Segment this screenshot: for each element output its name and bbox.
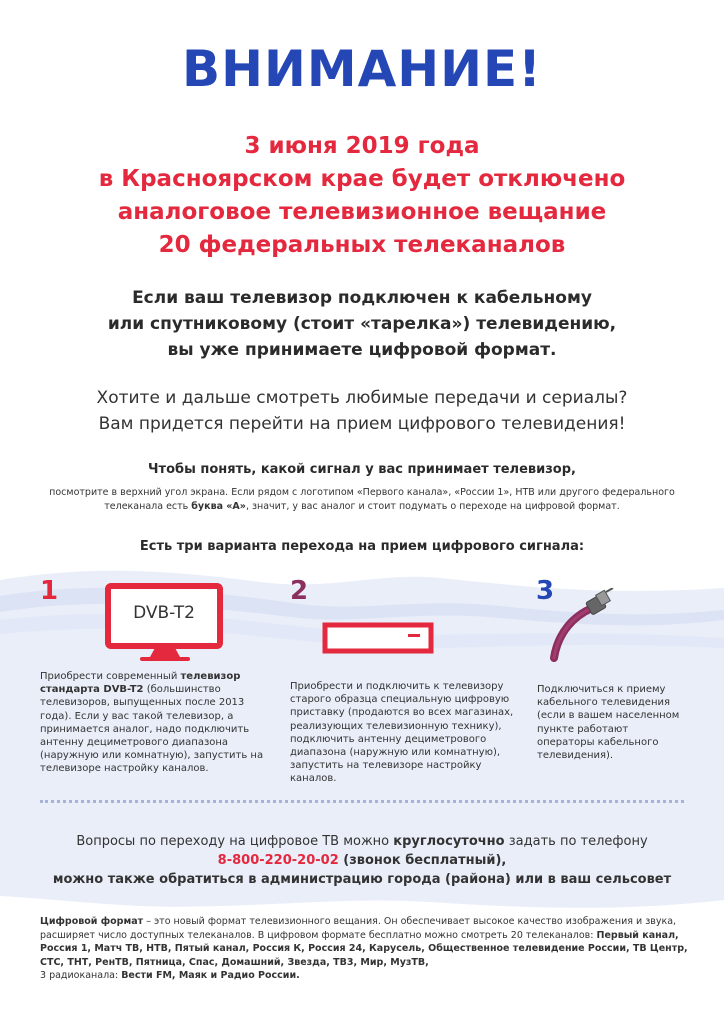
footer-definition: Цифровой формат – это новый формат телевизионного вещания. Он обеспечивает высокое качество изображения и звука, расширяет число доступных телеканалов. В цифровом формате бесплатно можно смотреть 20 телеканалов: Первый канал, Россия 1, Матч ТВ, НТВ, Пятый канал, Россия К, Россия 24, Карусель, Общественное телевидение России, ТВ Центр, СТС, ТНТ, РенТВ, Пятница, Спас, Домашний, Звезда, ТВ3, Мир, МузТВ, 3 радиоканала: Вести FM, Маяк и Радио России. [40, 916, 688, 981]
cable-icon [540, 588, 620, 664]
cable-note [0, 285, 724, 363]
tv-icon [104, 583, 226, 663]
contact-line: 8-800-220-20-02 (звонок бесплатный), [217, 853, 507, 868]
signal-check-text-part: , значит, у вас аналог и стоит подумать о переходе на цифровой формат. [245, 501, 620, 512]
option-3-text: Подключиться к приему кабельного телевидения (если в вашем населенном пункте работают операторы кабельного телевидения). [537, 684, 680, 762]
want-more-note [0, 385, 724, 437]
signal-check-letter-a: буква «А» [191, 501, 246, 512]
option-number: 3 [536, 576, 555, 606]
signal-check-text [40, 486, 684, 514]
announcement [0, 130, 724, 262]
options-heading: Есть три варианта перехода на прием цифрового сигнала: [139, 539, 585, 554]
announcement-line: 3 июня 2019 года [244, 133, 480, 159]
announcement-line: в Красноярском крае будет отключено [98, 166, 626, 192]
option-number: 1 [40, 576, 59, 606]
tv-screen-label: DVB-T2 [133, 603, 195, 623]
signal-check-text-part: посмотрите в верхний угол экрана. Если рядом с логотипом «Первого канала», «России 1», НТВ или другого федерального телеканала есть [49, 487, 675, 512]
option-number: 2 [290, 576, 309, 606]
announcement-line: аналоговое телевизионное вещание [117, 199, 607, 225]
option-2-text: Приобрести и подключить к телевизору старого образца специальную цифровую приставку (продаются во всех магазинах, реализующих телевизионную технику), подключить антенну дециметрового диапазона (наружную или комнатную), запустить на телевизоре настройку каналов. [290, 681, 514, 785]
page-title: ВНИМАНИЕ! [182, 40, 542, 98]
announcement-line: 20 федеральных телеканалов [158, 232, 566, 258]
footer-term: Цифровой формат [40, 916, 144, 927]
want-more-line: Вам придется перейти на прием цифрового телевидения! [98, 414, 626, 434]
cable-note-line: или спутниковому (стоит «тарелка») телевидению, [107, 314, 617, 334]
footer-channels: Первый канал, Россия 1, Матч ТВ, НТВ, Пятый канал, Россия К, Россия 24, Карусель, Общественное телевидение России, ТВ Центр, СТС, ТНТ, РенТВ, Пятница, Спас, Домашний, Звезда, ТВ3, Мир, МузТВ, [40, 929, 688, 968]
phone-number[interactable]: 8-800-220-20-02 [217, 853, 339, 868]
signal-check-heading: Чтобы понять, какой сигнал у вас принимает телевизор, [148, 462, 576, 477]
dotted-divider [40, 800, 684, 803]
contact-line: можно также обратиться в администрацию города (района) или в ваш сельсовет [52, 872, 672, 887]
option-1-text: Приобрести современный телевизор стандарта DVB-T2 (большинство телевизоров, выпущенных после 2013 года). Если у вас такой телевизор, а принимается аналог, надо подключить антенну дециметрового диапазона (наружную или комнатную), запустить на телевизоре настройку каналов. [40, 671, 264, 775]
contact-info [0, 832, 724, 889]
set-top-box-icon [322, 622, 440, 656]
want-more-line: Хотите и дальше смотреть любимые передачи и сериалы? [96, 388, 628, 408]
cable-note-line: вы уже принимаете цифровой формат. [167, 340, 557, 360]
cable-note-line: Если ваш телевизор подключен к кабельному [132, 288, 592, 308]
contact-line: Вопросы по переходу на цифровое ТВ можно круглосуточно задать по телефону [76, 834, 648, 849]
footer-radio: Вести FM, Маяк и Радио России. [121, 970, 300, 981]
